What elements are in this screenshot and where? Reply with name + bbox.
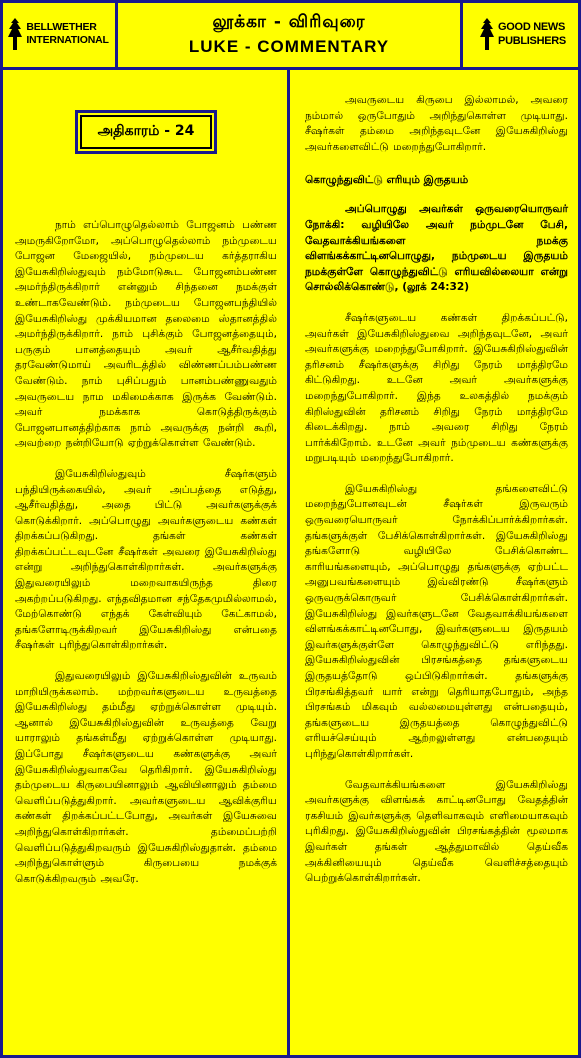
bellwether-logo — [0, 0, 118, 67]
page-header — [0, 0, 581, 70]
chapter-label: அதிகாரம் - 24 — [80, 115, 212, 149]
paragraph: வேதவாக்கியங்களை இயேசுகிறிஸ்து அவர்களுக்கு விளங்கக் காட்டினபோது வேதத்தின் ரகசியம் இவர்களுக்கு தெளிவாகவும் எளிமையாகவும் புரிகிறது. இயேசுகிறிஸ்துவின் பிரசங்கத்தின் மூலமாக இவர்கள் தங்கள் ஆத்துமாவில் தெய்வீக அக்கினியையும் தெய்வீக வெளிச்சத்தையும் பெற்றுக்கொள்கிறார்கள். — [305, 778, 568, 885]
paragraph: அவருடைய கிருபை இல்லாமல், அவரை நம்மால் ஒருபோதும் அறிந்துகொள்ள முடியாது. சீஷர்கள் தம்மை அறிந்தவுடனே இயேசுகிறிஸ்து அவர்களைவிட்டு மறைந்துபோகிறார். — [305, 94, 568, 153]
ram-icon — [478, 17, 496, 51]
paragraph: இதுவரையிலும் இயேசுகிறிஸ்துவின் உருவம் மாறியிருக்கலாம். மற்றவர்களுடைய உருவத்தை இயேசுகிறிஸ்து தம்மீது ஏற்றுக்கொள்ள முடியும். ஆனால் இயேசுகிறிஸ்துவின் உருவத்தை வேறு யாராலும் தங்கள்மீது ஏற்றுக்கொள்ள முடியாது. இப்போது சீஷர்களுடைய கண்களுக்கு அவர் இயேசுகிறிஸ்துவாகவே தெரிகிறார். இயேசுகிறிஸ்து தம்முடைய கிருபையினாலும் ஆவியினாலும் தம்மை வெளிப்படுத்துகிறார். அவர்களுடைய ஆவிக்குரிய கண்கள் திறக்கப்பட்டபோது, அவர்கள் இயேசுவை அறிந்துகொள்கிறார்கள். தம்மைப்பற்றி வெளிப்படுத்துகிறவரும் இயேசுகிறிஸ்துதான். தம்மை அறிந்துகொள்ளும் கிருபையை நமக்குக் கொடுக்கிறவரும் அவரே. — [15, 670, 277, 885]
right-column — [293, 70, 578, 1055]
ram-icon — [6, 17, 24, 51]
title-tamil: லூக்கா - விரிவுரை — [212, 11, 366, 32]
paragraph: நாம் எப்பொழுதெல்லாம் போஜனம் பண்ண அமருகிறோமோ, அப்பொழுதெல்லாம் நம்முடைய போஜன மேஜையில், நம்முடைய கர்த்தராகிய இயேசுகிறிஸ்துவும் நம்மோடுகூட போஜனம்பண்ண அமர்ந்திருக்கிறார் என்னும் சிந்தனை நமக்குள் உண்டாகவேண்டும். நம்முடைய போஜனபந்தியில் இயேசுகிறிஸ்து முக்கியமான தலைமை ஸ்தானத்தில் அமர்ந்திருக்கிறார். நாம் புசிக்கும் போஜனத்தையும், பருகும் பானத்தையும் அவர் ஆசீர்வதித்து தரவேண்டுமாய் அவரிடத்தில் விண்ணப்பம்பண்ண வேண்டும். நாம் புசிப்பதும் பானம்பண்ணுவதும் அவருடைய நாம மகிமைக்காக இருக்க வேண்டும். அவர் நமக்காக கொடுத்திருக்கும் போஜனபானத்திற்காக நாம் அவருக்கு நன்றி கூறி, அவற்றை நன்றியோடு ஏற்றுக்கொள்ள வேண்டும். — [15, 219, 277, 450]
logo-line-1: GOOD NEWS — [498, 20, 566, 33]
left-column — [3, 70, 290, 1055]
chapter-box — [75, 110, 217, 154]
paragraph: சீஷர்களுடைய கண்கள் திறக்கப்பட்டு, அவர்கள் இயேசுகிறிஸ்துவை அறிந்தவுடனே, அவர் அவர்களுக்கு மறைந்துபோகிறார். இயேசுகிறிஸ்துவின் தரிசனம் சீஷர்களுக்கு சிறிது நேரம் மாத்திரமே கிட்டுகிறது. உடனே அவர் அவர்களுக்கு மறைந்துபோகிறார். இந்த உலகத்தில் நமக்கும் கிறிஸ்துவின் தரிசனம் சிறிது நேரம் மாத்திரமே கிடைக்கிறது. நாம் அவரை சிறிது நேரம் பார்க்கிறோம். உடனே அவர் நம்முடைய கண்களுக்கு மறுபடியும் மறைந்துபோகிறார். — [305, 311, 568, 465]
good-news-logo — [463, 0, 581, 67]
scripture-verse: அப்பொழுது அவர்கள் ஒருவரையொருவர் நோக்கி: வழியிலே அவர் நம்முடனே பேசி, வேதவாக்கியங்களை நமக்கு விளங்கக்காட்டினபொழுது, நம்முடைய இருதயம் நமக்குள்ளே கொழுந்துவிட்டு எரியவில்லையா என்று சொல்லிக்கொண்டு, (லூக் 24:32) — [305, 203, 568, 294]
paragraph: இயேசுகிறிஸ்துவும் சீஷர்களும் பந்தியிருக்கையில், அவர் அப்பத்தை எடுத்து, ஆசீர்வதித்து, அதை பிட்டு அவர்களுக்குக் கொடுக்கிறார். அப்பொழுது அவர்களுடைய கண்கள் திறக்கப்படுகிறது. தங்கள் கண்கள் திறக்கப்பட்டவுடனே சீஷர்கள் அவரை இயேசுகிறிஸ்து என்று அறிந்துகொள்கிறார்கள். அவர்களுக்கு இதுவரையிலும் மறைவாகயிருந்த திரை அகற்றப்படுகிறது. எந்தவிதமான சந்தேகமுமில்லாமல், மேற்கொண்டு எந்தக் கேள்வியும் கேட்காமல், தங்களோடிருக்கிறவர் இயேசுகிறிஸ்து என்பதை சீஷர்கள் புரிந்துகொள்கிறார்கள். — [15, 467, 277, 652]
section-title: கொழுந்துவிட்டு எரியும் இருதயம் — [305, 174, 469, 187]
title-english: LUKE - COMMENTARY — [188, 36, 390, 56]
logo-line-1: BELLWETHER — [26, 20, 97, 33]
paragraph: இயேசுகிறிஸ்து தங்களைவிட்டு மறைந்துபோனவுடன் சீஷர்கள் இருவரும் ஒருவரையொருவர் நோக்கிப்பார்க்கிறார்கள். தங்களுக்குள் பேசிக்கொள்கிறார்கள். இயேசுகிறிஸ்து தங்களோடு வழியிலே பேசிக்கொண்ட காரியங்களையும், அப்பொழுது தங்களுக்கு ஏற்பட்ட அனுபவங்களையும் இவ்விரண்டு சீஷர்களும் ஒருவருக்கொருவர் பேசிக்கொள்கிறார்கள். இயேசுகிறிஸ்து இவர்களுடனே வேதவாக்கியங்களை விளங்கக்காட்டினபோது, இவர்களுடைய இருதயம் இவர்களுக்குள்ளே கொழுந்துவிட்டு எரிந்தது. இயேசுகிறிஸ்துவின் பிரசங்கத்தை தங்களுடைய இருதயத்தோடு ஒப்பிடுகிறார்கள். தங்களுக்கு பிரசங்கித்தவர் யார் என்று தெரியாதபோதும், அந்த பிரசங்கம் மிகவும் வல்லமையுள்ளது என்பதையும், தங்களுடைய இருதயத்தை கொழுந்துவிட்டு எரியச்செய்யும் ஆற்றலுள்ளது என்பதையும் புரிந்துகொள்கிறார்கள். — [305, 482, 568, 760]
header-title — [118, 0, 463, 67]
logo-line-2: INTERNATIONAL — [26, 33, 109, 46]
logo-line-2: PUBLISHERS — [498, 34, 566, 47]
